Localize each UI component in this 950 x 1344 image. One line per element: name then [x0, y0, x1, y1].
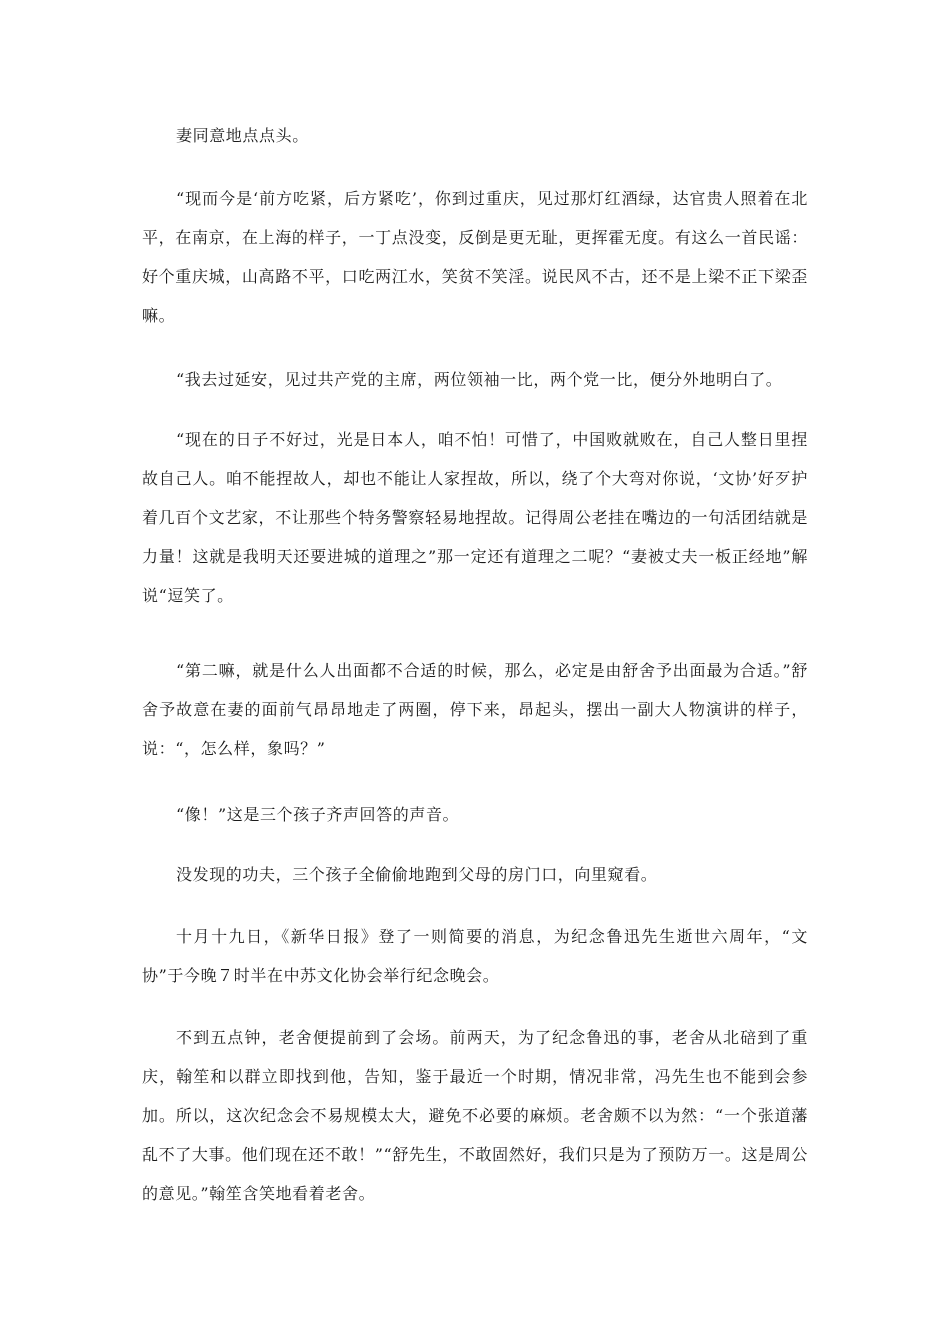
- paragraph-8: 十月十九日，《新华日报》登了一则简要的消息，为纪念鲁迅先生逝世六周年，“文协”于今晚７时半在中苏文化协会举行纪念晚会。: [142, 927, 808, 985]
- paragraph-3: “我去过延安，见过共产党的主席，两位领袖一比，两个党一比，便分外地明白了。: [176, 370, 783, 389]
- paragraph-4: “现在的日子不好过，光是日本人，咱不怕！可惜了，中国败就败在，自己人整日里捏故自己人。咱不能捏故人，却也不能让人家捏故，所以，绕了个大弯对你说，‘文协’好歹护着几百个文艺家，不让那些个特务警察轻易地捏故。记得周公老挂在嘴边的一句活团结就是力量！这就是我明天还要进城的道理之”那一定还有道理之二呢？“妻被丈夫一板正经地”解说“逗笑了。: [142, 430, 808, 605]
- paragraph-9: 不到五点钟，老舍便提前到了会场。前两天，为了纪念鲁迅的事，老舍从北碚到了重庆，翰笙和以群立即找到他，告知，鉴于最近一个时期，情况非常，冯先生也不能到会参加。所以，这次纪念会不易规模太大，避免不必要的麻烦。老舍颇不以为然：“一个张道藩乱不了大事。他们现在还不敢！”“舒先生，不敢固然好，我们只是为了预防万一。这是周公的意见。”翰笙含笑地看着老舍。: [142, 1028, 808, 1203]
- paragraph-7: 没发现的功夫，三个孩子全偷偷地跑到父母的房门口，向里窥看。: [176, 865, 658, 884]
- paragraph-6: “像！”这是三个孩子齐声回答的声音。: [176, 805, 460, 824]
- paragraph-1: 妻同意地点点头。: [176, 126, 309, 145]
- paragraph-5: “第二嘛，就是什么人出面都不合适的时候，那么，必定是由舒舍予出面最为合适。”舒舍予故意在妻的面前气昂昂地走了两圈，停下来，昂起头，摆出一副大人物演讲的样子，说：“，怎么样，象吗？”: [142, 661, 808, 758]
- paragraph-2: “现而今是‘前方吃紧，后方紧吃’，你到过重庆，见过那灯红酒绿，达官贵人照着在北平，在南京，在上海的样子，一丁点没变，反倒是更无耻，更挥霍无度。有这么一首民谣：好个重庆城，山高路不平，口吃两江水，笑贫不笑淫。说民风不古，还不是上梁不正下梁歪嘛。: [142, 189, 808, 325]
